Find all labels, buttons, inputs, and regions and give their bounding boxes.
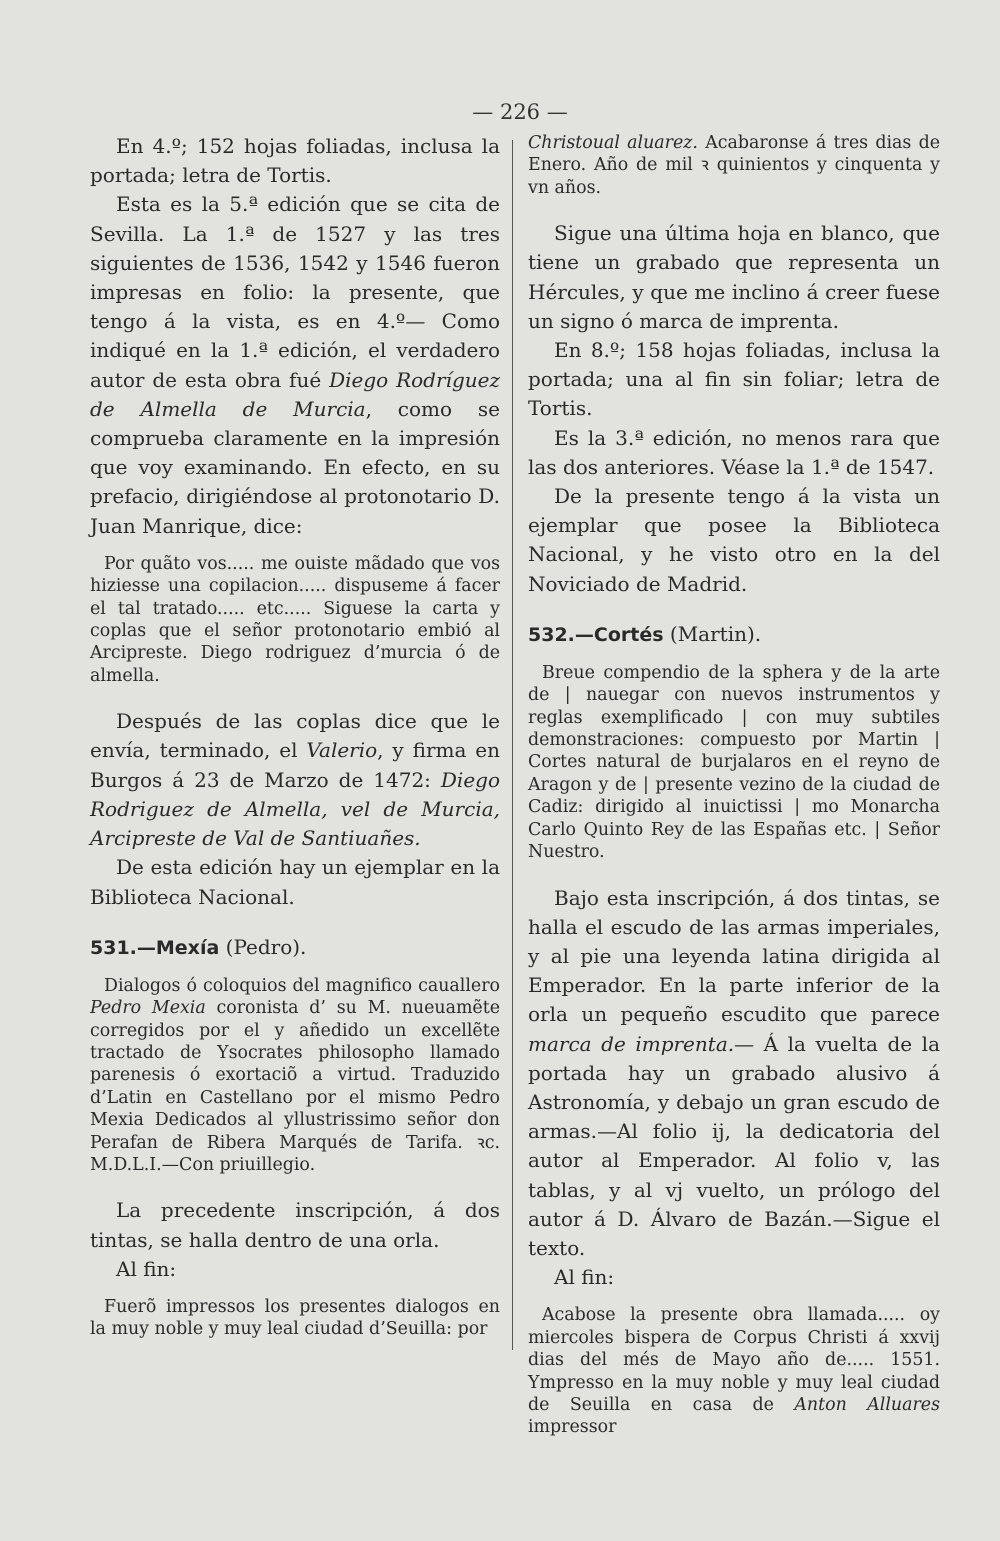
italic-title: Valerio bbox=[306, 738, 378, 763]
entry-name: (Martin). bbox=[663, 621, 762, 646]
quotation bbox=[90, 975, 500, 1177]
paragraph: Es la 3.ª edición, no menos rara que las dos anteriores. Véase la 1.ª de 1547. bbox=[528, 425, 940, 479]
italic-signature: Diego Rodriguez de Almella, vel de Murcia, Arcipreste de Val de Santiuañes. bbox=[90, 767, 501, 851]
text-run: Dialogos ó coloquios del magnifico cauallero bbox=[104, 975, 500, 996]
paragraph: De la presente tengo á la vista un ejemplar que posee la Biblioteca Nacional, y he visto otro en la del Noviciado de Madrid. bbox=[528, 484, 940, 596]
left-column bbox=[90, 132, 500, 1341]
italic-phrase: marca de imprenta. bbox=[528, 1031, 735, 1056]
paragraph: La precedente inscripción, á dos tintas, se halla dentro de una orla. bbox=[90, 1198, 500, 1252]
quotation bbox=[528, 132, 940, 199]
entry-heading bbox=[528, 619, 940, 650]
paragraph: De esta edición hay un ejemplar en la Biblioteca Nacional. bbox=[90, 855, 500, 909]
text-run: Esta es la 5.ª edición que se cita de Sevilla. La 1.ª de 1527 y las tres siguientes de 1536, 1542 y 1546 fueron impresas en folio: la presente, que tengo á la vista, es en 4.º— Como indiqué en la 1.ª edición, el verdadero autor de esta obra fué bbox=[90, 192, 500, 392]
entry-number: 531.— bbox=[90, 936, 156, 959]
paragraph bbox=[528, 884, 940, 1264]
entry-author: Cortés bbox=[593, 623, 664, 646]
paragraph: En 8.º; 158 hojas foliadas, inclusa la portada; una al fin sin foliar; letra de Tortis. bbox=[528, 338, 940, 421]
text-run: , como se comprueba claramente en la impresión que voy examinando. En efecto, en su prefacio, dirigiéndose al protonotario D. Juan Manrique, dice: bbox=[90, 396, 500, 538]
text-run: Acabaronse á tres dias de Enero. Año de mil ꝛ quinientos y cinquenta y vn años. bbox=[528, 133, 941, 198]
italic-name: Diego Rodríguez de Almella de Murcia bbox=[90, 367, 500, 421]
text-run: Acabose la presente obra llamada..... oy miercoles bispera de Corpus Christi á xxvij dias del més de Mayo año de..... 1551. Ympresso en la muy noble y muy leal ciudad de Seuilla en casa de bbox=[528, 1305, 940, 1415]
italic-name: Christoual aluarez. bbox=[528, 133, 698, 153]
paragraph: Al fin: bbox=[116, 1256, 177, 1281]
paragraph: En 4.º; 152 hojas foliadas, inclusa la portada; letra de Tortis. bbox=[90, 134, 500, 188]
text-run: Después de las coplas dice que le envía, terminado, el bbox=[90, 709, 500, 763]
text-run: coronista d’ su M. nueuamẽte corregidos por el y añedido un excellẽte tractado de Ysocrates philosopho llamado parenesis ó exortaciõ a virtud. Traduzido d’Latin en Castellano por el mismo Pedro Mexia Dedicados al yllustrissimo señor don Perafan de Ribera Marqués de Tarifa. ꝛc. M.D.L.I.—Con priuillegio. bbox=[90, 998, 501, 1175]
quotation: Fuerõ impressos los presentes dialogos en la muy noble y muy leal ciudad d’Seuilla: por bbox=[90, 1296, 500, 1340]
entry-author: Mexía bbox=[155, 936, 220, 959]
text-run: impressor bbox=[528, 1417, 617, 1438]
entry-number: 532.— bbox=[528, 623, 594, 646]
italic-name: Pedro Mexia bbox=[90, 998, 206, 1019]
paragraph: Al fin: bbox=[554, 1265, 615, 1290]
page-number: — 226 — bbox=[472, 100, 568, 124]
right-column bbox=[528, 132, 940, 1439]
entry-heading bbox=[90, 932, 500, 963]
quotation bbox=[528, 1304, 940, 1438]
paragraph: Sigue una última hoja en blanco, que tiene un grabado que representa un Hércules, y que me inclino á creer fuese un signo ó marca de imprenta. bbox=[528, 221, 940, 333]
column-divider bbox=[512, 140, 513, 1350]
paragraph bbox=[90, 707, 500, 853]
paragraph bbox=[90, 190, 500, 540]
text-run: Bajo esta inscripción, á dos tintas, se halla el escudo de las armas imperiales, y al pie una leyenda latina dirigida al Emperador. En la parte inferior de la orla un pequeño escudito que parece bbox=[528, 885, 940, 1027]
quotation: Por quãto vos..... me ouiste mãdado que vos hiziesse una copilacion..... dispuseme á facer el tal tratado..... etc..... Siguese la carta y coplas que el señor protonotario embió al Arcipreste. Diego rodriguez d’murcia ó de almella. bbox=[90, 553, 500, 686]
quotation: Breue compendio de la sphera y de la arte de | nauegar con nuevos instrumentos y reglas exemplificado | con muy subtiles demonstraciones: compuesto por Martin | Cortes natural de burjalaros en el reyno de Aragon y de | presente vezino de la ciudad de Cadiz: dirigido al inuictissi | mo Monarcha Carlo Quinto Rey de las Españas etc. | Señor Nuestro. bbox=[528, 662, 940, 863]
entry-name: (Pedro). bbox=[219, 934, 307, 959]
text-run: , y firma en Burgos á 23 de Marzo de 1472: bbox=[90, 738, 500, 792]
italic-name: Anton Alluares bbox=[794, 1394, 941, 1415]
text-run: — Á la vuelta de la portada hay un grabado alusivo á Astronomía, y debajo un gran escudo de armas.—Al folio ij, la dedicatoria del autor al Emperador. Al folio v, las tablas, y al vj vuelto, un prólogo del autor á D. Álvaro de Bazán.—Sigue el texto. bbox=[528, 1031, 940, 1260]
